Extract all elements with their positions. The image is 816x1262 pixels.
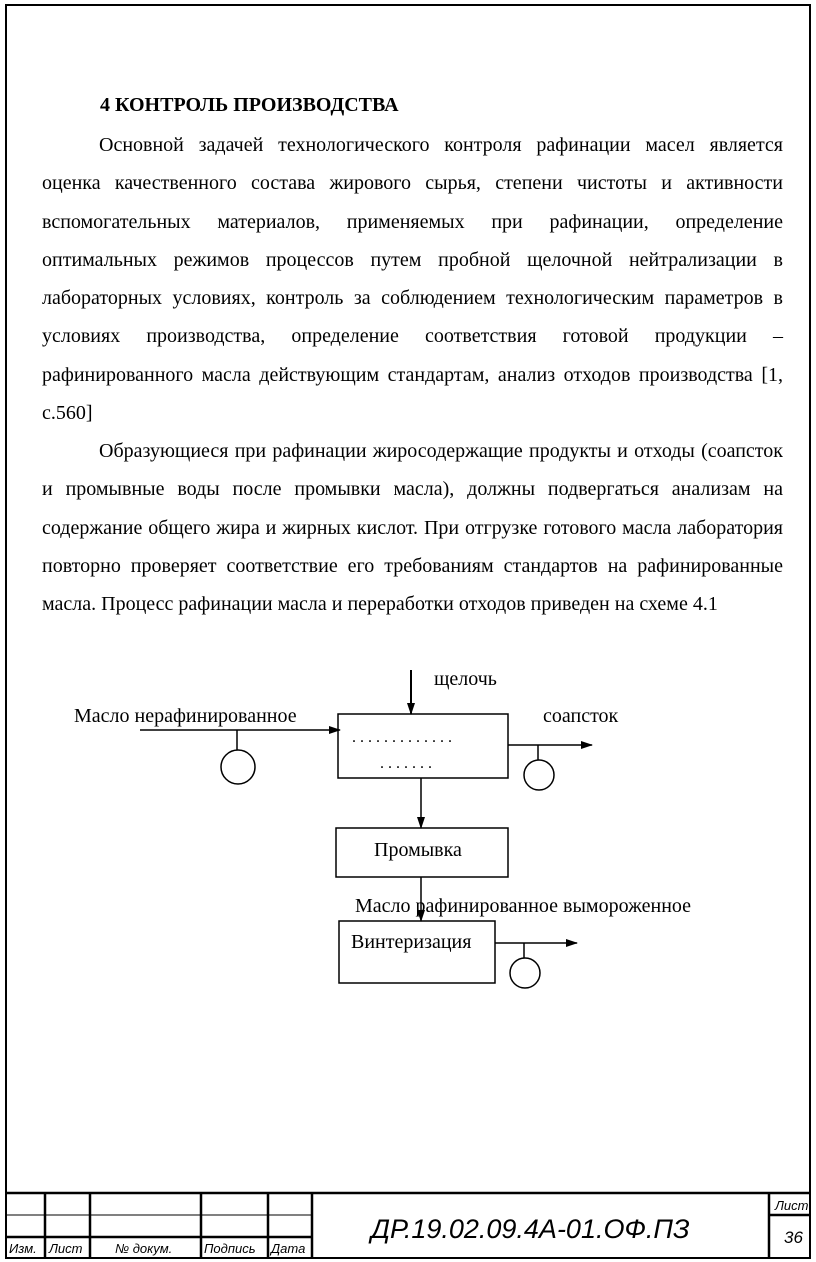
neutralization-dots-2: . . . . . . . (380, 755, 432, 772)
paragraph-2: Образующиеся при рафинации жиросодержащие продукты и отходы (соапсток и промывные воды после промывки масла), должны подвергаться анализам на содержание общего жира и жирных кислот. При отгрузке готового масла лаборатория повторно проверяет соответствие его требованиям стандартов на рафинированные масла. Процесс рафинации масла и переработки отходов приведен на схеме 4.1 (42, 440, 783, 616)
alkali-label: щелочь (434, 668, 497, 690)
refined-oil-label: Масло рафинированное вымороженное (355, 895, 692, 917)
neutralization-dots-1: . . . . . . . . . . . . . (352, 729, 452, 746)
input-oil-label: Масло нерафинированное (74, 705, 297, 727)
section-heading: 4 КОНТРОЛЬ ПРОИЗВОДСТВА (100, 94, 399, 116)
stamp-col-doc: № докум. (115, 1241, 173, 1256)
winterization-sample-point (510, 958, 540, 988)
stamp-col-list: Лист (49, 1241, 83, 1256)
winterization-label: Винтеризация (351, 931, 472, 953)
document-code: ДР.19.02.09.4А-01.ОФ.ПЗ (371, 1214, 690, 1244)
input-sample-point (221, 750, 255, 784)
soapstock-label: соапсток (543, 705, 619, 727)
stamp-col-date: Дата (271, 1241, 306, 1256)
paragraph-1: Основной задачей технологического контроля рафинации масел является оценка качественного состава жирового сырья, степени чистоты и активности вспомогательных материалов, применяемых при рафинации, определение оптимальных режимов процессов путем пробной щелочной нейтрализации в лабораторных условиях, контроль за соблюдением технологическим параметров в условиях производства, определение соответствия готовой продукции – рафинированного масла действующим стандартам, анализ отходов производства [1, с.560] (42, 134, 783, 425)
sheet-number: 36 (784, 1228, 803, 1247)
soapstock-sample-point (524, 760, 554, 790)
washing-label: Промывка (374, 839, 462, 861)
stamp-col-izm: Изм. (9, 1241, 37, 1256)
stamp-col-sign: Подпись (204, 1241, 256, 1256)
sheet-label: Лист (775, 1198, 809, 1213)
